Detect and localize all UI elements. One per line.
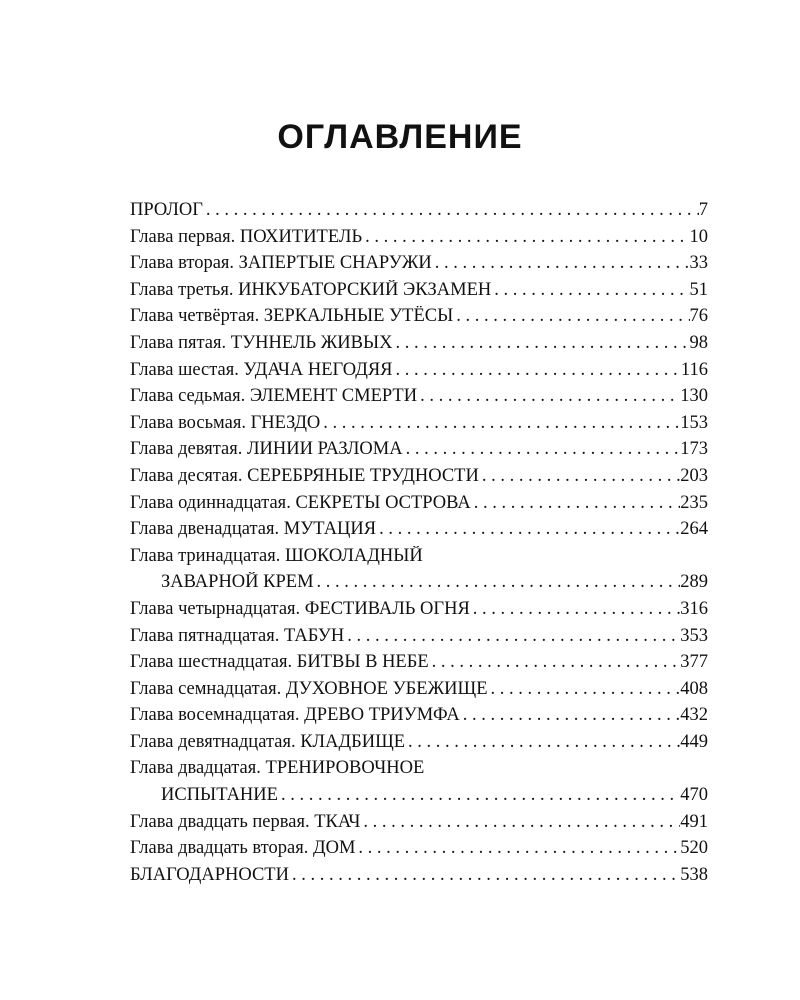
dot-leader (344, 626, 680, 647)
toc-entry (130, 546, 708, 573)
dot-leader (488, 679, 681, 700)
toc-entry (130, 493, 708, 520)
toc-entry (130, 838, 708, 865)
dot-leader (314, 572, 681, 593)
toc-entry-page-number: 432 (680, 705, 708, 726)
toc-entry (130, 306, 708, 333)
dot-leader (417, 386, 680, 407)
toc-entry-page-number: 7 (698, 200, 708, 220)
toc-entry-title: БЛАГОДАРНОСТИ (130, 864, 289, 885)
toc-entry-page-number: 173 (680, 439, 708, 460)
dot-leader (470, 599, 680, 620)
toc-entry-continuation (130, 572, 708, 599)
toc-entry (130, 812, 708, 839)
dot-leader (432, 253, 690, 274)
toc-entry (130, 227, 708, 254)
toc-entry-title: ПРОЛОГ (130, 200, 203, 220)
toc-entry (130, 732, 708, 759)
toc-entry-page-number: 538 (680, 864, 708, 885)
toc-entry-title: Глава шестая. УДАЧА НЕГОДЯЯ (130, 359, 393, 380)
toc-entry (130, 413, 708, 440)
toc-entry (130, 253, 708, 280)
toc-entry-page-number: 449 (680, 731, 708, 752)
toc-entry-title: Глава девятнадцатая. КЛАДБИЩЕ (130, 731, 406, 752)
dot-leader (376, 519, 680, 540)
toc-entry-title: Глава седьмая. ЭЛЕМЕНТ СМЕРТИ (130, 386, 418, 407)
dot-leader (203, 200, 699, 221)
dot-leader (471, 493, 681, 514)
dot-leader (403, 439, 681, 460)
toc-entry-page-number: 377 (680, 652, 708, 673)
toc-entry-title: Глава тринадцатая. ШОКОЛАДНЫЙ (130, 545, 423, 566)
toc-entry-title: Глава четырнадцатая. ФЕСТИВАЛЬ ОГНЯ (130, 598, 470, 619)
toc-entry (130, 519, 708, 546)
toc-entry (130, 865, 708, 892)
toc-entry (130, 652, 708, 679)
toc-entry-page-number: 353 (680, 625, 708, 646)
dot-leader (355, 838, 680, 859)
table-of-contents (130, 200, 708, 891)
toc-entry (130, 200, 708, 227)
toc-entry (130, 280, 708, 307)
toc-entry (130, 360, 708, 387)
toc-entry (130, 758, 708, 785)
toc-entry (130, 679, 708, 706)
toc-entry-title: Глава девятая. ЛИНИИ РАЗЛОМА (130, 439, 403, 460)
toc-entry-page-number: 491 (680, 811, 708, 832)
toc-entry-title: Глава десятая. СЕРЕБРЯНЫЕ ТРУДНОСТИ (130, 465, 479, 486)
toc-entry-page-number: 289 (680, 572, 708, 593)
toc-entry-page-number: 203 (680, 465, 708, 486)
toc-entry-page-number: 51 (689, 279, 708, 300)
toc-entry-title: Глава семнадцатая. ДУХОВНОЕ УБЕЖИЩЕ (130, 678, 488, 699)
toc-entry-page-number: 520 (680, 838, 708, 859)
toc-entry-page-number: 76 (689, 306, 708, 327)
toc-entry-title: Глава двадцать первая. ТКАЧ (130, 811, 361, 832)
toc-entry-title: Глава пятая. ТУННЕЛЬ ЖИВЫХ (130, 332, 393, 353)
toc-entry-page-number: 130 (680, 386, 708, 407)
toc-entry-continuation (130, 785, 708, 812)
toc-entry-title: Глава восьмая. ГНЕЗДО (130, 412, 321, 433)
toc-entry-page-number: 116 (680, 359, 708, 380)
toc-entry-title: Глава третья. ИНКУБАТОРСКИЙ ЭКЗАМЕН (130, 279, 492, 300)
toc-entry-page-number: 264 (680, 519, 708, 540)
dot-leader (453, 306, 689, 327)
dot-leader (278, 785, 680, 806)
dot-leader (491, 280, 689, 301)
toc-entry-title: Глава двадцать вторая. ДОМ (130, 838, 356, 859)
toc-entry (130, 333, 708, 360)
dot-leader (393, 333, 690, 354)
dot-leader (360, 812, 680, 833)
toc-entry-page-number: 235 (680, 492, 708, 513)
toc-entry-page-number: 10 (689, 226, 708, 247)
dot-leader (320, 413, 680, 434)
toc-entry-page-number: 470 (680, 785, 708, 806)
toc-entry-title: ЗАВАРНОЙ КРЕМ (161, 572, 314, 593)
toc-entry (130, 599, 708, 626)
dot-leader (460, 705, 680, 726)
toc-entry-title: Глава восемнадцатая. ДРЕВО ТРИУМФА (130, 705, 460, 726)
toc-entry (130, 626, 708, 653)
dot-leader (289, 865, 680, 886)
toc-entry (130, 439, 708, 466)
toc-entry-page-number: 153 (680, 412, 708, 433)
dot-leader (393, 360, 681, 381)
toc-entry-title: Глава пятнадцатая. ТАБУН (130, 625, 345, 646)
dot-leader (429, 652, 681, 673)
toc-entry (130, 466, 708, 493)
toc-entry-page-number: 98 (689, 332, 708, 353)
toc-entry-title: Глава одиннадцатая. СЕКРЕТЫ ОСТРОВА (130, 492, 471, 513)
toc-entry (130, 386, 708, 413)
toc-entry-title: Глава четвёртая. ЗЕРКАЛЬНЫЕ УТЁСЫ (130, 306, 454, 327)
dot-leader (362, 227, 689, 248)
toc-entry-title: Глава двадцатая. ТРЕНИРОВОЧНОЕ (130, 758, 425, 779)
toc-entry-title: Глава шестнадцатая. БИТВЫ В НЕБЕ (130, 652, 429, 673)
toc-entry-page-number: 33 (689, 253, 708, 274)
toc-entry (130, 705, 708, 732)
toc-entry-title: Глава вторая. ЗАПЕРТЫЕ СНАРУЖИ (130, 253, 432, 274)
toc-entry-title: Глава двенадцатая. МУТАЦИЯ (130, 519, 377, 540)
toc-entry-title: ИСПЫТАНИЕ (161, 785, 278, 806)
toc-entry-page-number: 316 (680, 598, 708, 619)
toc-entry-title: Глава первая. ПОХИТИТЕЛЬ (130, 226, 363, 247)
page-title: ОГЛАВЛЕНИЕ (277, 118, 523, 156)
dot-leader (405, 732, 680, 753)
dot-leader (479, 466, 680, 487)
toc-entry-page-number: 408 (680, 678, 708, 699)
